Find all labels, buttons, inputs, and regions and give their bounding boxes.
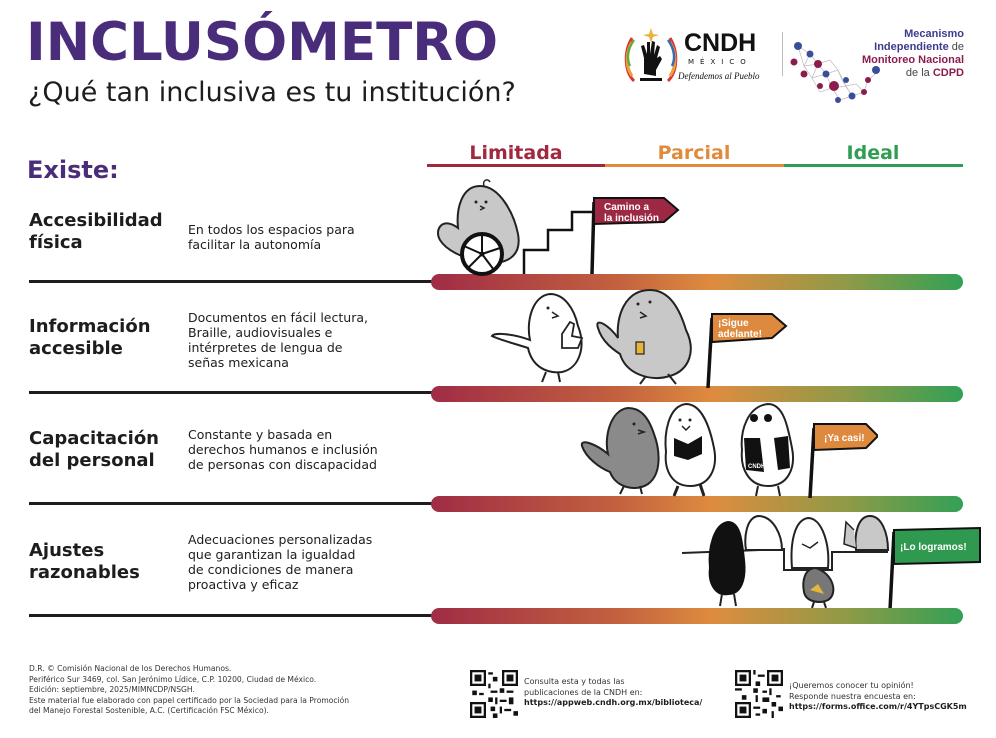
- row-desc-line: En todos los espacios para: [188, 222, 355, 237]
- row-title-line2: del personal: [29, 450, 155, 471]
- scale-label-limitada: Limitada: [469, 142, 563, 164]
- footer-legal-text: [29, 664, 349, 717]
- bird-wheelchair-stairs-illustration: [432, 178, 692, 276]
- legal-line: Este material fue elaborado con papel certificado por la Sociedad para la Promoción: [29, 695, 350, 705]
- library-line1: Consulta esta y todas las: [524, 677, 625, 686]
- row-title-line2: accesible: [29, 338, 123, 359]
- row-title: [29, 428, 159, 472]
- row-desc-line: Constante y basada en: [188, 427, 333, 442]
- birds-celebration-illustration: [682, 508, 982, 608]
- page-title: INCLUSÓMETRO: [26, 12, 499, 73]
- cndh-wordmark: CNDH: [684, 29, 757, 57]
- row-description: [188, 427, 378, 472]
- cndh-emblem-icon: [622, 26, 680, 86]
- cndh-slogan: Defendemos al Pueblo: [678, 71, 760, 81]
- library-url-link[interactable]: https://appweb.cndh.org.mx/biblioteca/: [524, 698, 703, 707]
- row-desc-line: Documentos en fácil lectura,: [188, 310, 368, 325]
- vest-label: CNDH: [748, 464, 766, 470]
- legal-line: D.R. © Comisión Nacional de los Derechos Humanos.: [29, 664, 232, 673]
- flag-text-line2: adelante!: [718, 329, 762, 340]
- mecanismo-line1: Mecanismo: [904, 28, 964, 40]
- scale-line-ideal: [784, 164, 963, 167]
- flag-text-line1: ¡Sigue: [718, 318, 749, 329]
- legal-line: del Manejo Forestal Sostenible, A.C. (Certificación FSC México).: [29, 706, 269, 716]
- mecanismo-line2-normal: de: [948, 41, 964, 53]
- birds-thumbs-up-illustration: [490, 282, 790, 388]
- mecanismo-line4-bold: CDPD: [932, 67, 964, 79]
- library-info: [524, 677, 702, 709]
- flag-text-line1: ¡Lo logramos!: [900, 542, 967, 553]
- row-title: [29, 316, 151, 360]
- survey-line2: Responde nuestra encuesta en:: [789, 691, 916, 701]
- mecanismo-line4-normal: de la: [905, 67, 933, 79]
- row-description: [188, 532, 372, 592]
- row-description: [188, 222, 355, 252]
- scale-label-parcial: Parcial: [657, 142, 731, 164]
- row-divider: [29, 614, 439, 617]
- section-heading: Existe:: [27, 156, 119, 184]
- row-title-line1: Información: [29, 316, 151, 337]
- row-desc-line: proactiva y eficaz: [188, 577, 299, 592]
- row-desc-line: señas mexicana: [188, 355, 289, 370]
- row-desc-line: de condiciones de manera: [188, 562, 354, 577]
- flag-text-line1: Camino a: [604, 202, 650, 213]
- legal-line: Edición: septiembre, 2025/MIMNCDP/NSGH.: [29, 685, 195, 695]
- mecanismo-logo-text: [862, 28, 964, 80]
- flag-text-line1: ¡Ya casi!: [824, 433, 865, 444]
- row-divider: [29, 391, 439, 394]
- row-desc-line: que garantizan la igualdad: [188, 547, 356, 562]
- row-desc-line: derechos humanos e inclusión: [188, 442, 378, 457]
- row-title-line1: Capacitación: [29, 428, 159, 449]
- row-desc-line: facilitar la autonomía: [188, 237, 322, 252]
- survey-url-link[interactable]: https://forms.office.com/r/4YTpsCGK5m: [789, 702, 967, 711]
- row-title-line1: Ajustes: [29, 540, 105, 561]
- inclusion-scale-bar: [431, 608, 963, 624]
- row-divider: [29, 502, 439, 505]
- mecanismo-line2-bold: Independiente: [874, 41, 949, 53]
- library-qr-code-icon[interactable]: [470, 670, 518, 718]
- scale-line-limitada: [427, 164, 606, 167]
- survey-line1: ¡Queremos conocer tu opinión!: [789, 681, 914, 690]
- row-title: [29, 210, 163, 254]
- row-title-line2: física: [29, 232, 83, 253]
- birds-training-illustration: [578, 398, 878, 498]
- row-desc-line: Adecuaciones personalizadas: [188, 532, 373, 547]
- scale-line-parcial: [605, 164, 784, 167]
- row-title-line1: Accesibilidad: [29, 210, 163, 231]
- row-desc-line: intérpretes de lengua de: [188, 340, 343, 355]
- row-title: [29, 540, 140, 584]
- row-desc-line: de personas con discapacidad: [188, 457, 377, 472]
- scale-label-ideal: Ideal: [846, 142, 900, 164]
- row-divider: [29, 280, 439, 283]
- library-line2: publicaciones de la CNDH en:: [524, 687, 643, 697]
- row-desc-line: Braille, audiovisuales e: [188, 325, 333, 340]
- flag-text-line2: la inclusión: [604, 213, 660, 224]
- logo-divider: [782, 32, 783, 76]
- scale-legend: [427, 140, 963, 170]
- survey-info: [789, 681, 967, 713]
- legal-line: Periférico Sur 3469, col. San Jerónimo Lídice, C.P. 10200, Ciudad de México.: [29, 674, 317, 684]
- cndh-logo: [622, 26, 772, 86]
- survey-qr-code-icon[interactable]: [735, 670, 783, 718]
- row-title-line2: razonables: [29, 562, 140, 583]
- page-subtitle: ¿Qué tan inclusiva es tu institución?: [28, 77, 516, 108]
- row-description: [188, 310, 368, 370]
- mecanismo-line3: Monitoreo Nacional: [861, 54, 964, 66]
- cndh-country: MÉXICO: [688, 58, 752, 66]
